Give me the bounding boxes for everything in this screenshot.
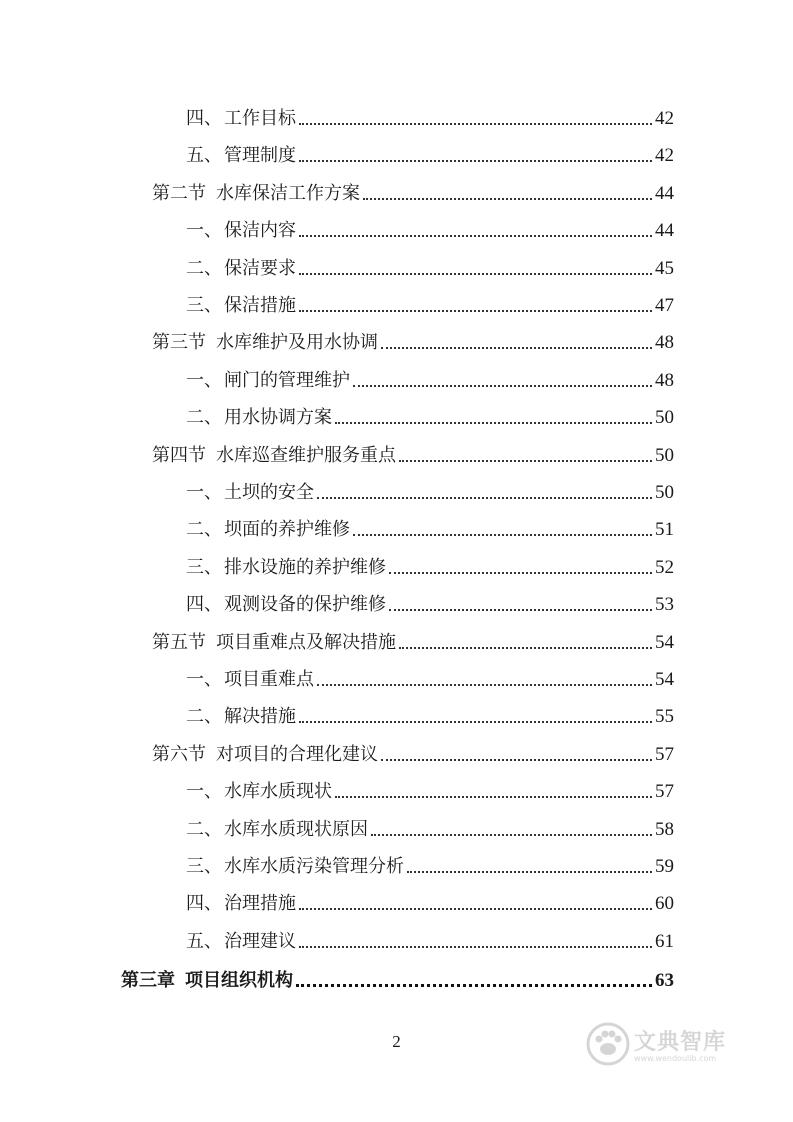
- toc-entry-title: 土坝的安全: [224, 482, 314, 503]
- toc-entry-page: 50: [655, 407, 674, 429]
- dot-leader: [371, 834, 652, 836]
- toc-entry-prefix: 四、: [186, 893, 222, 915]
- dot-leader: [299, 273, 652, 275]
- toc-entry-title: 工作目标: [224, 108, 296, 129]
- toc-entry-title: 治理建议: [224, 930, 296, 952]
- toc-entry-page: 48: [655, 332, 674, 354]
- toc-entry-page: 55: [655, 706, 674, 728]
- toc-entry-page: 50: [655, 482, 674, 503]
- toc-entry-page: 54: [655, 669, 674, 690]
- toc-entry-title: 项目组织机构: [185, 970, 293, 992]
- toc-entry-prefix: 一、: [186, 220, 222, 242]
- toc-entry-page: 42: [655, 108, 674, 129]
- toc-entry-prefix: 二、: [186, 818, 222, 840]
- toc-entry-item[interactable]: [186, 108, 674, 130]
- toc-entry-item[interactable]: [186, 482, 674, 504]
- toc-entry-page: 58: [655, 818, 674, 840]
- toc-entry-prefix: 四、: [186, 108, 222, 129]
- dot-leader: [399, 647, 652, 649]
- dot-leader: [317, 497, 652, 499]
- toc-entry-item[interactable]: [186, 370, 674, 392]
- toc-entry-page: 51: [655, 519, 674, 541]
- toc-entry-prefix: 二、: [186, 257, 222, 279]
- dot-leader: [299, 908, 652, 910]
- dot-leader: [389, 609, 652, 611]
- toc-entry-item[interactable]: [186, 706, 674, 728]
- toc-entry-page: 45: [655, 257, 674, 279]
- page-number: 2: [392, 1032, 401, 1051]
- toc-entry-prefix: 第四节: [152, 444, 206, 466]
- toc-entry-prefix: 三、: [186, 295, 222, 316]
- toc-entry-title: 闸门的管理维护: [224, 369, 350, 391]
- toc-entry-section[interactable]: [152, 332, 674, 354]
- toc-entry-title: 水库水质污染管理分析: [224, 856, 404, 877]
- toc-entry-title: 坝面的养护维修: [224, 519, 350, 541]
- toc-entry-title: 项目重难点及解决措施: [216, 631, 396, 653]
- toc-entry-item[interactable]: [186, 145, 674, 167]
- toc-entry-page: 44: [655, 182, 674, 204]
- toc-entry-item[interactable]: [186, 781, 674, 803]
- toc-entry-title: 水库保洁工作方案: [216, 182, 360, 204]
- toc-entry-title: 治理措施: [224, 893, 296, 915]
- toc-entry-section[interactable]: [152, 183, 674, 205]
- dot-leader: [299, 123, 652, 125]
- toc-entry-title: 水库维护及用水协调: [216, 332, 378, 354]
- toc-entry-prefix: 第三节: [152, 332, 206, 354]
- toc-entry-prefix: 三、: [186, 856, 222, 877]
- toc-entry-title: 对项目的合理化建议: [216, 743, 378, 765]
- dot-leader: [299, 235, 652, 237]
- toc-entry-item[interactable]: [186, 295, 674, 317]
- toc-entry-page: 57: [655, 781, 674, 803]
- dot-leader: [353, 385, 652, 387]
- watermark-name: 文典智库: [634, 1030, 727, 1055]
- toc-entry-title: 观测设备的保护维修: [224, 594, 386, 616]
- paw-logo-icon: [586, 1022, 630, 1066]
- toc-entry-title: 水库水质现状原因: [224, 818, 368, 840]
- dot-leader: [296, 984, 652, 987]
- dot-leader: [299, 160, 652, 162]
- toc-entry-title: 排水设施的养护维修: [224, 556, 386, 578]
- toc-entry-item[interactable]: [186, 519, 674, 541]
- toc-entry-title: 项目重难点: [224, 669, 314, 690]
- toc-entry-prefix: 一、: [186, 669, 222, 690]
- dot-leader: [399, 460, 652, 462]
- toc-entry-page: 50: [655, 444, 674, 466]
- toc-entry-page: 47: [655, 295, 674, 316]
- toc-entry-item[interactable]: [186, 856, 674, 878]
- toc-entry-item[interactable]: [186, 594, 674, 616]
- toc-entry-page: 59: [655, 856, 674, 877]
- toc-entry-item[interactable]: [186, 220, 674, 242]
- dot-leader: [299, 310, 652, 312]
- toc-entry-page: 60: [655, 893, 674, 915]
- toc-entry-prefix: 五、: [186, 145, 222, 167]
- toc-entry-title: 管理制度: [224, 145, 296, 167]
- toc-entry-page: 57: [655, 743, 674, 765]
- toc-entry-title: 水库巡查维护服务重点: [216, 444, 396, 466]
- toc-entry-prefix: 第三章: [121, 970, 175, 992]
- toc-entry-page: 61: [655, 930, 674, 952]
- toc-entry-item[interactable]: [186, 669, 674, 691]
- toc-entry-prefix: 二、: [186, 706, 222, 728]
- toc-entry-prefix: 五、: [186, 930, 222, 952]
- toc-entry-prefix: 二、: [186, 407, 222, 429]
- toc-entry-page: 63: [655, 970, 674, 992]
- dot-leader: [335, 422, 652, 424]
- toc-entry-prefix: 第二节: [152, 182, 206, 204]
- toc-entry-title: 用水协调方案: [224, 407, 332, 429]
- toc-entry-prefix: 一、: [186, 482, 222, 503]
- toc-entry-prefix: 一、: [186, 781, 222, 803]
- toc-entry-item[interactable]: [186, 931, 674, 953]
- watermark: [586, 1014, 756, 1074]
- toc-entry-prefix: 四、: [186, 594, 222, 616]
- dot-leader: [299, 721, 652, 723]
- dot-leader: [363, 198, 652, 200]
- toc-entry-section[interactable]: [152, 744, 674, 766]
- toc-entry-item[interactable]: [186, 258, 674, 280]
- toc-entry-item[interactable]: [186, 819, 674, 841]
- toc-entry-page: 53: [655, 594, 674, 616]
- toc-entry-prefix: 一、: [186, 369, 222, 391]
- toc-entry-page: 48: [655, 369, 674, 391]
- toc-entry-title: 水库水质现状: [224, 781, 332, 803]
- dot-leader: [381, 759, 652, 761]
- dot-leader: [299, 946, 652, 948]
- dot-leader: [381, 347, 652, 349]
- toc-entry-prefix: 三、: [186, 556, 222, 578]
- toc-entry-prefix: 二、: [186, 519, 222, 541]
- toc-entry-chapter[interactable]: [121, 970, 674, 992]
- toc-entry-page: 54: [655, 631, 674, 653]
- toc-entry-item[interactable]: [186, 557, 674, 579]
- dot-leader: [389, 572, 652, 574]
- toc-entry-title: 解决措施: [224, 706, 296, 728]
- toc-entry-title: 保洁措施: [224, 295, 296, 316]
- toc-entry-item[interactable]: [186, 893, 674, 915]
- toc-entry-prefix: 第五节: [152, 631, 206, 653]
- toc-entry-prefix: 第六节: [152, 743, 206, 765]
- toc-entry-title: 保洁要求: [224, 257, 296, 279]
- toc-entry-title: 保洁内容: [224, 220, 296, 242]
- toc-entry-page: 42: [655, 145, 674, 167]
- dot-leader: [335, 796, 652, 798]
- toc-entry-page: 44: [655, 220, 674, 242]
- watermark-url: www.wendoulib.com: [634, 1054, 717, 1063]
- toc-entry-item[interactable]: [186, 407, 674, 429]
- dot-leader: [353, 534, 652, 536]
- dot-leader: [317, 684, 652, 686]
- toc-entry-section[interactable]: [152, 632, 674, 654]
- dot-leader: [407, 871, 652, 873]
- toc-entry-page: 52: [655, 556, 674, 578]
- toc-entry-section[interactable]: [152, 445, 674, 467]
